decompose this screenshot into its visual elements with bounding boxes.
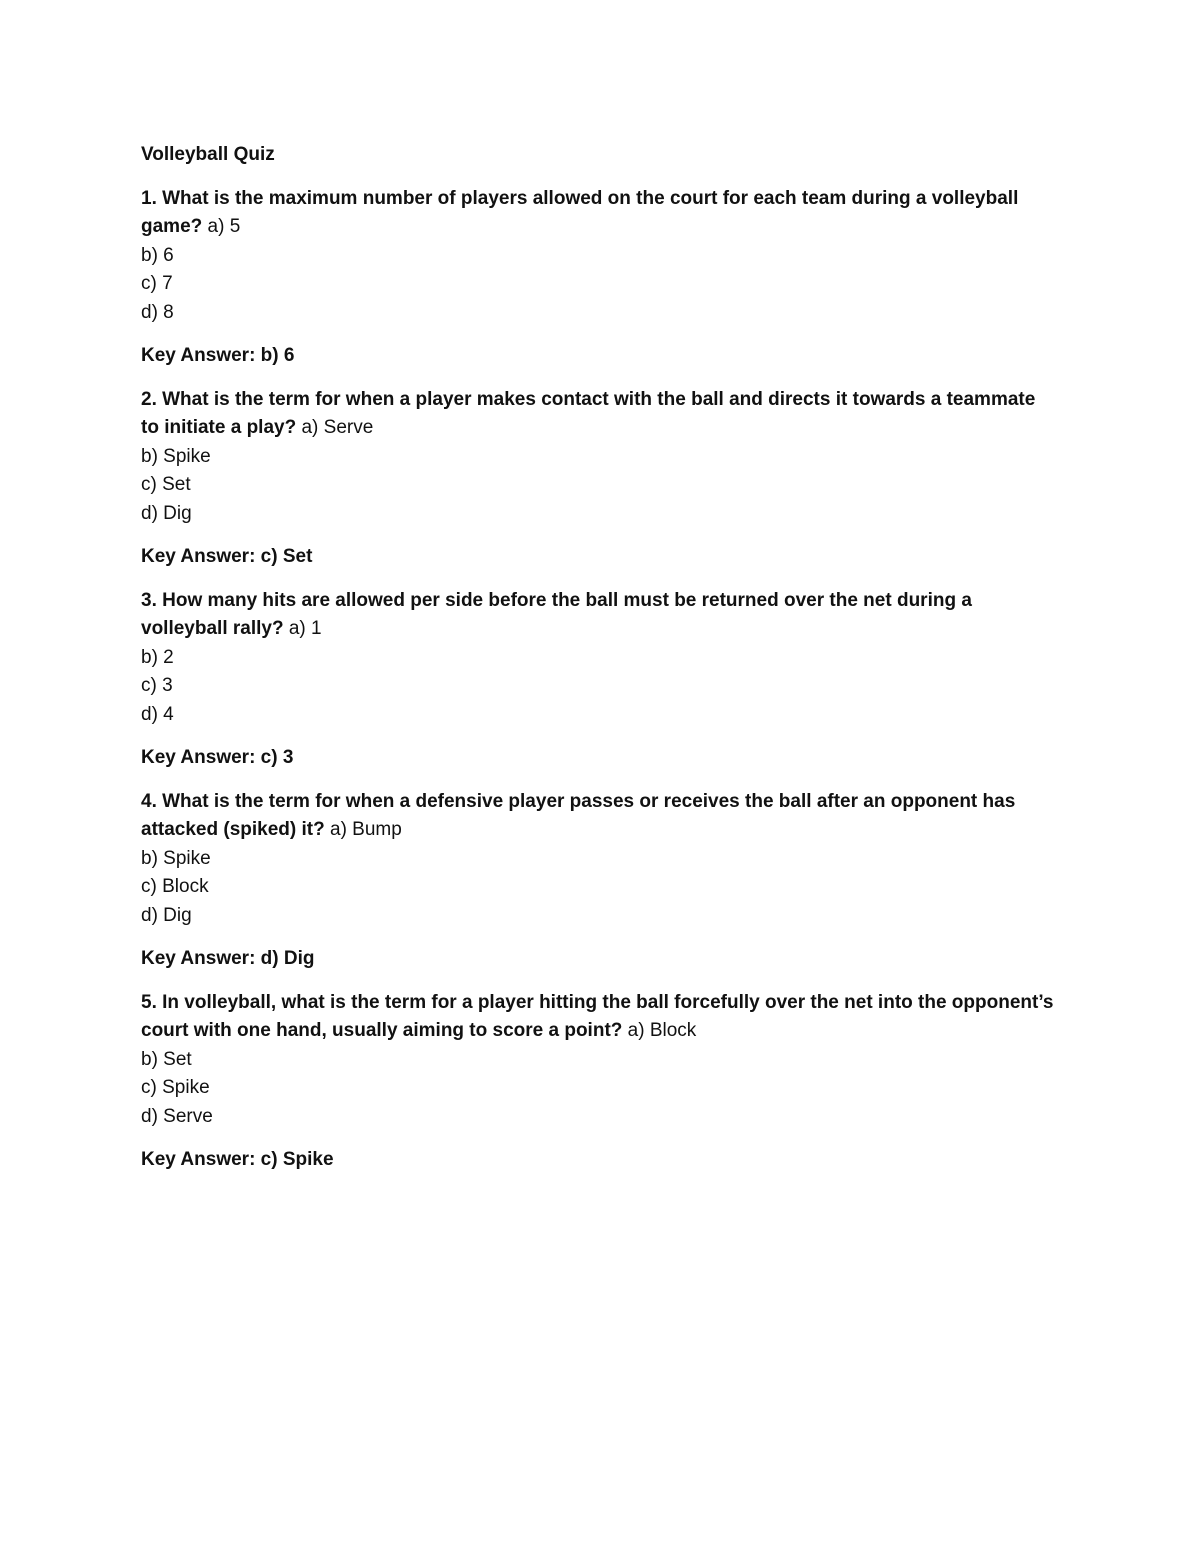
question-2-option-d: d) Dig xyxy=(141,502,192,524)
question-1-key-answer: Key Answer: b) 6 xyxy=(141,345,295,366)
question-5-option-b: b) Set xyxy=(141,1048,192,1070)
question-1-option-d: d) 8 xyxy=(141,301,174,323)
question-2-key-answer: Key Answer: c) Set xyxy=(141,546,313,567)
question-4-key-answer: Key Answer: d) Dig xyxy=(141,948,315,969)
question-3-option-b: b) 2 xyxy=(141,646,174,668)
question-2-text: 2. What is the term for when a player makes contact with the ball and directs it towards a teammate to initiate a play? xyxy=(141,388,1036,438)
question-1-option-b: b) 6 xyxy=(141,244,174,266)
question-5-key-answer: Key Answer: c) Spike xyxy=(141,1149,334,1170)
question-3-option-a: a) 1 xyxy=(288,618,322,639)
question-4-prompt xyxy=(141,788,1056,845)
question-1-option-c: c) 7 xyxy=(141,273,173,294)
question-2-option-c: c) Set xyxy=(141,474,191,495)
question-4-text: 4. What is the term for when a defensive player passes or receives the ball after an opponent has attacked (spiked) it? xyxy=(141,790,1016,840)
question-5-option-a: a) Block xyxy=(627,1020,697,1041)
question-1-text: 1. What is the maximum number of players allowed on the court for each team during a volleyball game? xyxy=(141,187,1019,237)
question-2 xyxy=(141,386,1056,572)
question-3 xyxy=(141,587,1056,773)
question-1-prompt xyxy=(141,185,1056,242)
question-1 xyxy=(141,185,1056,371)
quiz-title: Volleyball Quiz xyxy=(141,144,275,165)
question-4-option-c: c) Block xyxy=(141,876,209,897)
question-4-option-d: d) Dig xyxy=(141,904,192,926)
question-4-option-a: a) Bump xyxy=(330,819,402,840)
question-5-text: 5. In volleyball, what is the term for a player hitting the ball forcefully over the net into the opponent’s court with one hand, usually aiming to score a point? xyxy=(141,991,1054,1041)
question-3-prompt xyxy=(141,587,1056,644)
question-5-prompt xyxy=(141,989,1056,1046)
question-5 xyxy=(141,989,1056,1175)
question-3-option-c: c) 3 xyxy=(141,675,173,696)
question-4 xyxy=(141,788,1056,974)
question-3-key-answer: Key Answer: c) 3 xyxy=(141,747,294,768)
question-3-option-d: d) 4 xyxy=(141,703,174,725)
question-5-option-c: c) Spike xyxy=(141,1077,210,1098)
question-2-option-a: a) Serve xyxy=(301,417,374,438)
question-2-prompt xyxy=(141,386,1056,443)
question-4-option-b: b) Spike xyxy=(141,847,211,869)
question-5-option-d: d) Serve xyxy=(141,1105,213,1127)
question-1-option-a: a) 5 xyxy=(207,216,241,237)
question-2-option-b: b) Spike xyxy=(141,445,211,467)
question-3-text: 3. How many hits are allowed per side before the ball must be returned over the net during a volleyball rally? xyxy=(141,589,972,639)
document-content xyxy=(141,141,1056,1190)
